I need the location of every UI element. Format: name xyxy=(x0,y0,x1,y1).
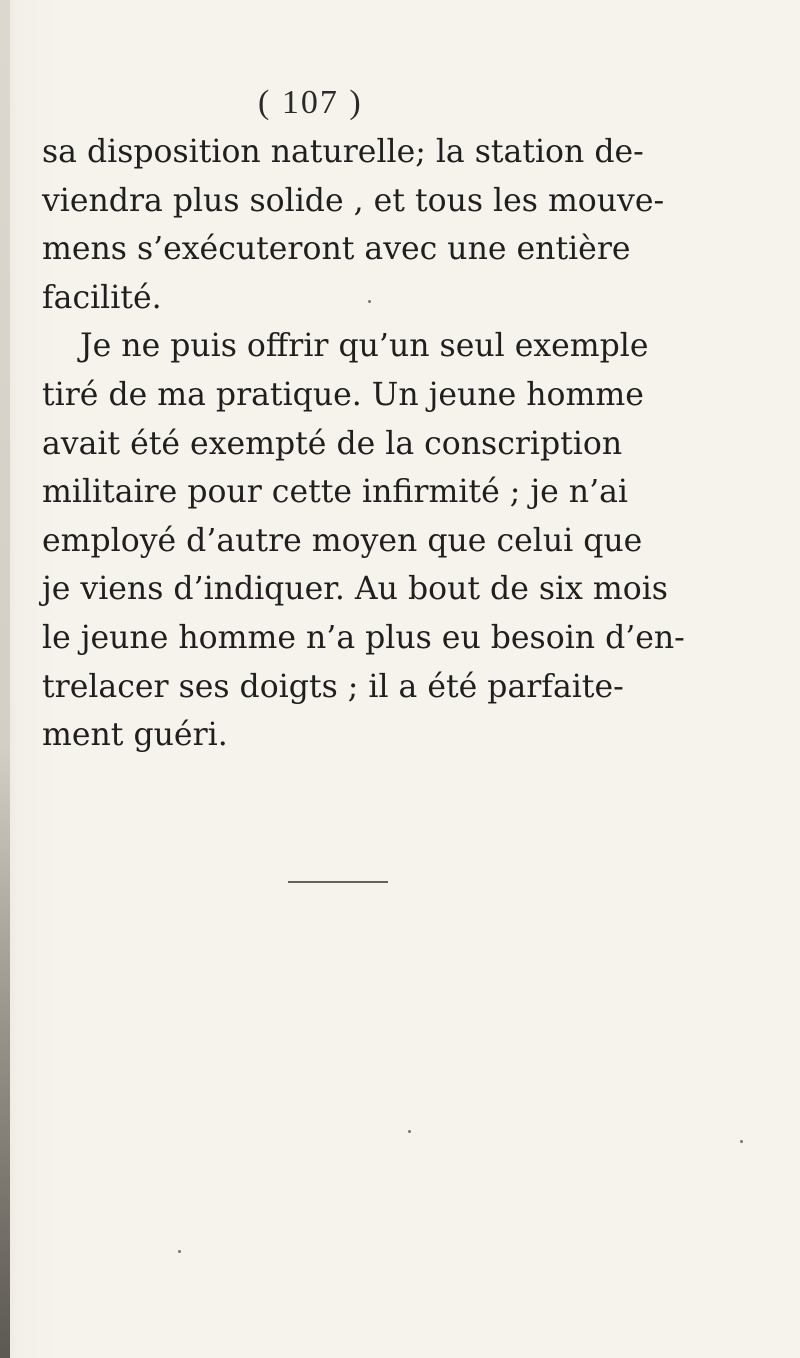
paragraph-start-line: Je ne puis offrir qu’un seul exemple xyxy=(80,328,649,365)
text-line: trelacer ses doigts ; il a été parfaite- xyxy=(42,668,624,705)
text-line: facilité. xyxy=(42,279,162,316)
text-line: militaire pour cette infirmité ; je n’ai xyxy=(42,474,628,511)
body-text xyxy=(42,128,685,760)
text-line: employé d’autre moyen que celui que xyxy=(42,522,643,559)
paper-speck xyxy=(408,1130,411,1133)
text-line: mens s’exécuteront avec une entière xyxy=(42,231,631,268)
paper-speck xyxy=(740,1140,743,1143)
text-line: tiré de ma pratique. Un jeune homme xyxy=(42,376,644,413)
text-line: sa disposition naturelle; la station de- xyxy=(42,134,644,170)
page-number: ( 107 ) xyxy=(258,84,363,121)
text-line: viendra plus solide , et tous les mouve- xyxy=(42,182,665,219)
text-line: ment guéri. xyxy=(42,717,228,754)
text-line: je viens d’indiquer. Au bout de six mois xyxy=(42,571,668,608)
paper-speck xyxy=(368,300,371,303)
text-line: le jeune homme n’a plus eu besoin d’en- xyxy=(42,619,685,656)
section-divider-rule xyxy=(288,881,388,883)
paper-speck xyxy=(178,1250,181,1253)
text-line: avait été exempté de la conscription xyxy=(42,425,623,462)
page-binding-edge xyxy=(0,0,10,1358)
